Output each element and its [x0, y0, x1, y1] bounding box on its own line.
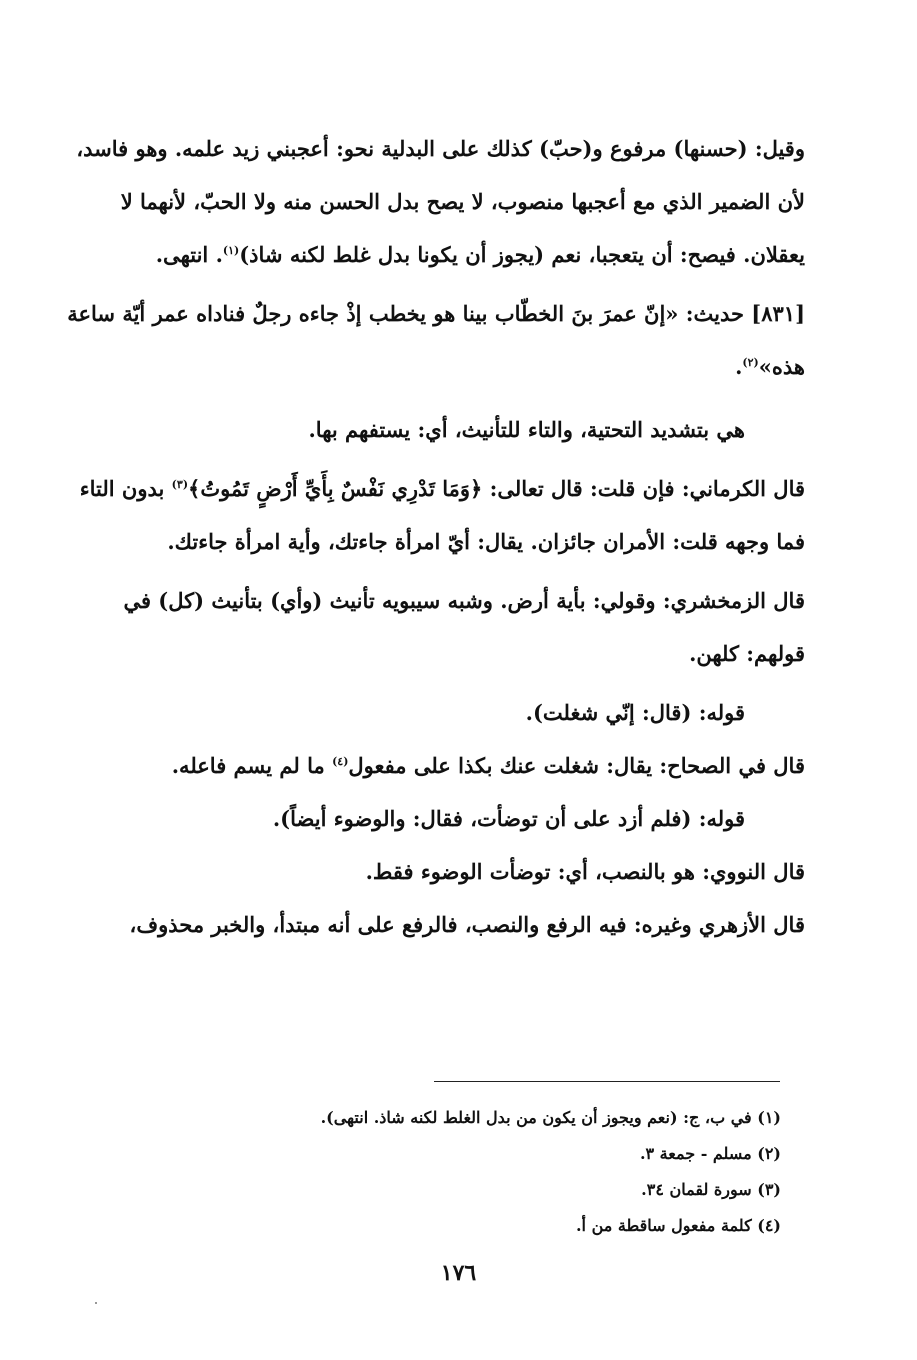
quran-verse: ﴿وَمَا تَدْرِي نَفْسٌ بِأَيِّ أَرْضٍ تَمُوتُ﴾: [188, 476, 483, 501]
footnote-ref-2: (٢): [742, 356, 759, 369]
paragraph-hadith: [60, 287, 805, 393]
kirmani-text-b: بدون التاء فما وجهه قلت: الأمران جائزان. يقال: أيّ امرأة جاءتك، وأية امرأة جاءتك.: [79, 476, 805, 554]
footnote-3: (٣) سورة لقمان ٣٤.: [641, 1180, 781, 1199]
scan-speck: [95, 1302, 97, 1304]
footnote-ref-1: (١): [222, 244, 240, 257]
paragraph-azhari: قال الأزهري وغيره: فيه الرفع والنصب، فالرفع على أنه مبتدأ، والخبر محذوف،: [129, 912, 805, 937]
paragraph-8: قوله: (فلم أزد على أن توضأت، فقال: والوضوء أيضاً).: [272, 806, 745, 831]
footnote-1: (١) في ب، ج: (نعم ويجوز أن يكون من بدل الغلط لكنه شاذ. انتهى).: [320, 1108, 781, 1127]
paragraph-kirmani: [60, 462, 805, 568]
kirmani-text-a: قال الكرماني: فإن قلت: قال تعالى:: [489, 476, 805, 501]
main-text: [60, 122, 805, 951]
paragraph-6: قوله: (قال: إنّي شغلت).: [525, 700, 745, 725]
footnote-2: (٢) مسلم - جمعة ٣.: [639, 1144, 781, 1163]
footnote-ref-3: (٣): [171, 478, 189, 491]
paragraph-1: [60, 122, 805, 281]
footnote-ref-4: (٤): [332, 755, 349, 768]
sihah-text-a: قال في الصحاح: يقال: شغلت عنك بكذا على مفعول: [348, 753, 805, 778]
paragraph-1-end: . انتهى.: [155, 242, 223, 267]
paragraph-3: هي بتشديد التحتية، والتاء للتأنيث، أي: يستفهم بها.: [308, 417, 745, 442]
hadith-end: .: [735, 354, 743, 379]
hadith-number: [٨٣١] حديث:: [685, 301, 805, 326]
sihah-text-b: ما لم يسم فاعله.: [171, 753, 325, 778]
paragraph-nawawi: قال النووي: هو بالنصب، أي: توضأت الوضوء فقط.: [365, 859, 805, 884]
paragraph-1-text: وقيل: (حسنها) مرفوع و(حبّ) كذلك على البدلية نحو: أعجبني زيد علمه. وهو فاسد، لأن الضمير الذي مع أعجبها منصوب، لا يصح بدل الحسن منه ولا الحبّ، لأنهما لا يعقلان. فيصح: أن يتعجبا، نعم (يجوز أن يكونا بدل غلط لكنه شاذ): [76, 136, 805, 267]
paragraph-zamakhshari: قال الزمخشري: وقولي: بأية أرض. وشبه سيبويه تأنيث (وأي) بتأنيث (كل) في قولهم: كلهن.: [123, 588, 805, 666]
footnote-4: (٤) كلمة مفعول ساقطة من أ.: [575, 1216, 781, 1235]
footnotes: [200, 1100, 781, 1244]
hadith-text: «إنّ عمرَ بنَ الخطّاب بينا هو يخطب إذْ جاءه رجلٌ فناداه عمر أيّة ساعة هذه»: [67, 301, 805, 379]
page-number: ١٧٦: [440, 1260, 477, 1286]
paragraph-sihah: [60, 739, 805, 792]
footnote-divider: [434, 1081, 780, 1082]
